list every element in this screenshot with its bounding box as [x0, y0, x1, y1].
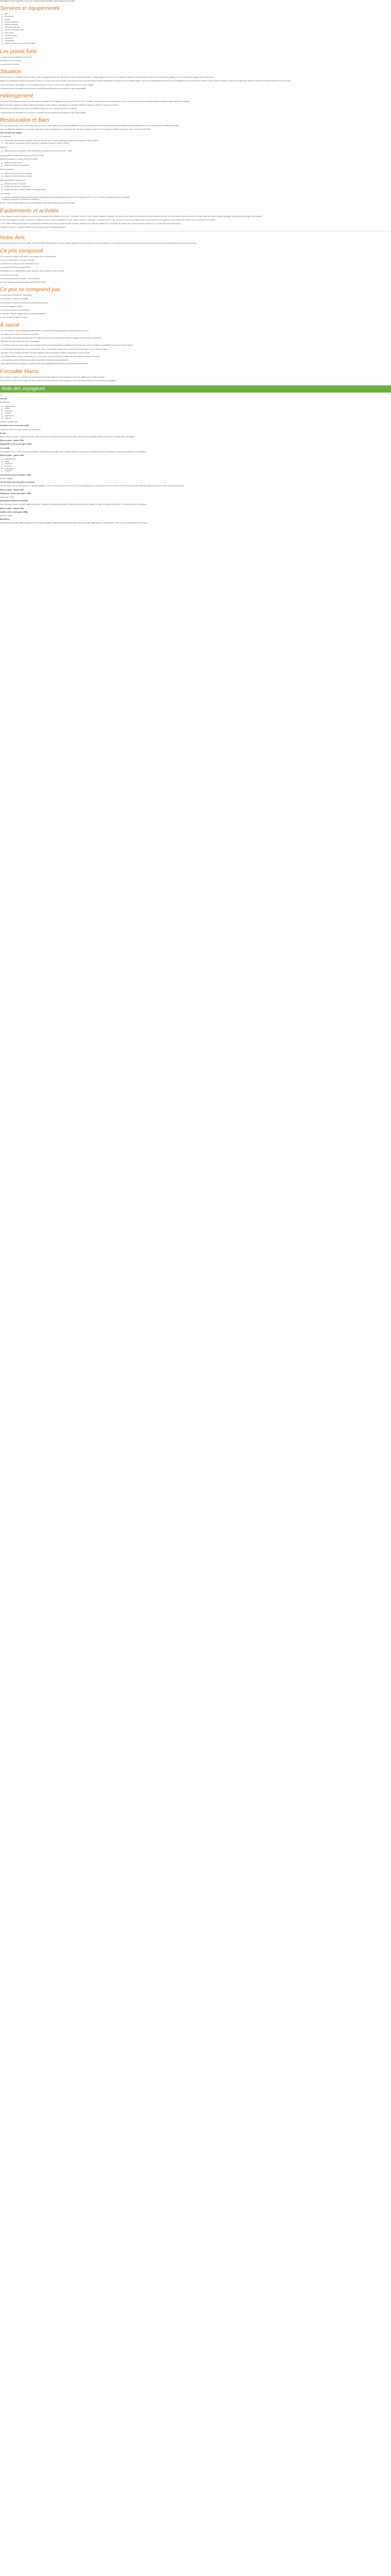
- situation-text: Dans le massif de la lointaine Estrie et l'océan, il est une plage immense, une côte blanche cachée derrière les dunes : la plage d'Agadir. Ici le doux pas et calme du sable fin et de la caresse du soleil. Ce pourrait être le paradis à 3 heures de vol plus grandes cités européennes.: [0, 76, 215, 79]
- equipment-text: L'hôtel dispose de vastes installations où vous seront proposés une multitude de services : une piscine extérieure avec chaises longues et parasols, une piscine pour enfants et une piscine intérieure chauffée en hiver, un centre de bien-être avec sauna, hammam, salle de fitness et espace massage. Accès gratuit à la plage et aux transats.: [0, 215, 263, 217]
- restaurant-note: À noter : Tenue correcte exigée pour le dîner (pantalon et line shirt à manches pour les hommes).: [0, 202, 76, 205]
- included-line: Le vol spécial ou régulier aller/retour Francs/Agadir avec ou sans escale: [0, 255, 56, 258]
- review-date: Date du séjour : janvier 2026: [0, 439, 24, 442]
- criteria-list-2: [0, 458, 391, 472]
- service-item: Terrain de sport: [5, 35, 391, 37]
- service-item: Sauna - Hammam - Spa: [5, 29, 391, 31]
- formalities-title: Formalité Maroc: [0, 368, 39, 375]
- important-text: - Seul l'établissement est tenu responsable du contrat conclu ainsi que de toute la validité des informations et contrats de service.: [0, 355, 101, 358]
- not-included-line: Les repas et boissons non mentionnés: [0, 309, 30, 311]
- highlight-line: Sa situation en front de mer: [0, 59, 22, 62]
- review-item: [0, 511, 391, 524]
- situation-text: L'établissement est accessible aux personnes à mobilité réduite (chambres sur demande et selon disponibilité).: [0, 87, 86, 90]
- service-item: Piscine extérieure: [5, 21, 391, 24]
- criterion-item: Propreté: [5, 470, 391, 472]
- criterion-item: Chambres: [5, 410, 391, 413]
- included-line: L'accueil et l'assistance à l'aéroport d'arrivée: [0, 259, 35, 261]
- review-headline: Merveilleux: [0, 518, 10, 521]
- equipment-text: Pendant vos vacances à Agadir, vous pourrez pratiquer du sport comme le paintball, le beach-volley, le tennis ou l'aquagym, ou bien découvrir le spa, les soins, le squash ou l'espace kids. Des événements sont organisés tout au long de la semaine pour les adultes et les enfants.: [0, 218, 216, 221]
- review-user: ma406 a écrit un avis (janv. 2026): [0, 511, 28, 513]
- review-item: [0, 443, 391, 456]
- specialties-title: Soirées spéciales :: [0, 168, 15, 171]
- snack-text: Snacks (pâtes au restaurant El Mara de 10h30 à 17h30).: [0, 154, 44, 157]
- lodging-title: Hébergement: [0, 93, 33, 99]
- equipment-title: Équipements et activités: [0, 207, 59, 214]
- important-text: - Les horaires des vols, la surcharge, et la compagnie aérienne (le responsable de l'établissement se réserve le droit de modifier le programme) sont donnés à titre indicatif.: [0, 344, 133, 347]
- review-body: Hôtel idéalement situé. Excellent rapport qualité prix. Chambres et restaurant agréables. Belle piscine et personnel attentif. Un régal de calme et de détente. Très bonne formule tout compris.: [0, 503, 147, 506]
- service-item: Restaurant: [5, 15, 391, 18]
- review-date: Date du séjour : janvier 2026: [0, 488, 24, 491]
- dinner-item: Buffets d'entrées et de desserts: [5, 164, 391, 167]
- review-item: [0, 425, 391, 442]
- service-item: Piscine: [5, 19, 391, 21]
- service-item: Centre de bien-être: [5, 26, 391, 29]
- service-item: Climatisation: [5, 40, 391, 42]
- important-text: - Pour les enfants : hôtel principalement par chambre : ils doivent être accompagnés d'un adulte de plus de 18 ans.: [0, 329, 89, 332]
- criterion-item: Qualité/prix: [5, 415, 391, 417]
- lodging-text: L'établissement est accessible aux personnes à mobilité réduite (chambres sur demande et selon disponibilité).: [0, 111, 86, 114]
- criterion-item: Qualité/prix: [5, 468, 391, 470]
- included-line: Les transferts aller/retour aéroport/hôtel: [0, 266, 31, 269]
- not-included-line: Les excursions à réserver auprès de nos représentants locaux: [0, 301, 48, 304]
- equipment-text: Le Riu Palace Tikida Agadir propose un programme d'animation complet en journée comme en soirée, spectacles de danse et musique live, à l'exception du Sabbat soir. Un mini club pour enfants de 4 à 12 ans est ouvert tous les jours.: [0, 222, 182, 225]
- criterion-item: Services: [5, 465, 391, 468]
- highlights-title: Les points forts: [0, 48, 37, 55]
- dinner-title: Dîner au restaurant Le Sanlar de 19h00 à 22h00.: [0, 158, 38, 160]
- service-item: Piscine intérieure: [5, 24, 391, 26]
- review-location: Auxerre, France: [0, 515, 13, 517]
- breadcrumb-text: Description Ce prix comprend / Ce prix ne comprend pas Formalités Loge Voyageurs Avis Client: [0, 0, 75, 2]
- breakfast-item: Buffet varié avec aliments complets, fruits, jus de fruits "Live" et show cooking au restaurant Le Sanlar de 07h00 à 10h30.: [5, 140, 391, 142]
- review-headline: Très bel hotel mais des points à améliorer: [0, 481, 35, 484]
- dinner-item: Buffets et plats variés: [5, 162, 391, 164]
- criterion-item: Literie: [5, 408, 391, 410]
- reviews-header: Note des voyageurs: [0, 385, 391, 393]
- breakfast-item: Petit déjeuner continental (formule snack au restaurant El Mara de 10h30 à 12h00).: [5, 142, 391, 145]
- not-included-title: Ce prix ne comprend pas: [0, 286, 61, 293]
- situation-text: L'Hôtel Riu Palace Tikida Agadir 5* est un véritable refuge de choix en bord de mer, idéalement placé sur la baie d'Agadir.: [0, 83, 94, 86]
- criterion-item: Literie: [5, 461, 391, 463]
- breakfast-title: Petit déjeuner :: [0, 135, 12, 138]
- situation-text: Agadir est la principale destination balnéaire du Maroc, où vous pourrez vous adonner à vos loisirs et vous ressourcer dans le charme légendaire de la culture et de la tradition arabe. Vous serez la quintessence du bien-être en escapade et de la vie entre deux mondes. Votre complexe bénéficie, à pied, du quartier de la médina, la colline de l'ancienne kasbah, le port retrouvé.: [0, 80, 291, 82]
- not-included-line: La taxe de séjour à régler sur place: [0, 316, 28, 319]
- criteria-list: [0, 405, 391, 420]
- included-line: La formule tout compris: [0, 274, 19, 276]
- highlight-line: La qualité de ses installations et services: [0, 56, 32, 58]
- review-body: Un superbe séjour dans cette magnifique hôtel et toujours complet. Emplacement parfait avec accès direct à la plage. Belle piscine, excellent buffet, merci à tout le personnel pour son accueil.: [0, 522, 148, 524]
- included-line: Les taxes d'aéroport et de sécurité : 85 € (Variable): [0, 277, 40, 280]
- included-line: L'hébergement en chambre base double standard, selon la durée de séjour choisie: [0, 270, 64, 273]
- lodging-text: Moyennant un supplément, vous avez la possibilité d'opter pour une chambre standard vue piscine.: [0, 108, 77, 110]
- formalities-text: Pour un séjour au Maroc, il convient aux ressortissants français de disposer d'un passeport en cours de validité pour la durée du séjour.: [0, 376, 105, 378]
- important-text: - Si une formalité administrative vous est demandée, celle-ci ne peut être ajoutée par nos services et ne fait l'objet d'aucun remboursement.: [0, 348, 108, 350]
- specialties-list: [0, 173, 391, 178]
- important-text: - Les chambres sont supplémentaires dans les chambres (ce prix ne comprend pas l'impact écologique des émissions à convertir).: [0, 337, 102, 340]
- services-title: Services et équipements: [0, 5, 59, 12]
- important-text: - Attention, les vols charter sont non-rembousables.: [0, 341, 40, 343]
- criterion-item: Emplacement: [5, 458, 391, 461]
- service-item: Ascenseur: [5, 37, 391, 40]
- important-text: - Accès gratuit au sein de l'hôtel lors du séjour à la charge du client et non remboursable.: [0, 359, 69, 362]
- equipment-text: Clientèle concernée : certaines activités peuvent entraîner des frais supplémentaires.: [0, 226, 66, 229]
- review-location: Seville, Espagne: [0, 478, 13, 480]
- review-body: Super endroit très beau. Chambre très belle, moderne spacieuse. Restauration très bonne et variée, personnel très agréable, accueil chaleureux. Un régal. Cadre merveilleux.: [0, 436, 135, 438]
- lunch-item: Buffet avec show cooking et choix de desserts au restaurant El Mara de 12h30 - 15h30.: [5, 150, 391, 152]
- review-headline: Je conseille: [0, 447, 10, 449]
- lunch-title: Déjeuner :: [0, 146, 8, 149]
- not-included-line: Le port des bagages à l'hôtel: [0, 305, 23, 308]
- rating-score: 4.4: [0, 394, 3, 397]
- important-text: - Sauf indication dans le descriptif, le logement n'est pas nécessairement adapté aux personnes à mobilité réduite.: [0, 363, 89, 365]
- breakfast-list: [0, 140, 391, 145]
- opinion-title: Notre Avis: [0, 234, 25, 241]
- not-included-line: Les dépenses de nature personnelle: [0, 298, 28, 300]
- situation-title: Situation: [0, 69, 21, 75]
- important-text: - Le check-in est à 14h00 et le check-out à 12h00.: [0, 333, 39, 335]
- included-title: Ce prix comprend: [0, 247, 43, 254]
- other-dining-item: Restaurant Saona "Krystal": [5, 183, 391, 185]
- services-list: [0, 13, 391, 45]
- review-headline: Une superbe adresse à conseiller: [0, 500, 28, 502]
- review-item: [0, 493, 391, 510]
- other-dining-item: Restaurant Italien "Il Mare" (Buffet, tenu élégamment): [5, 189, 391, 191]
- rating-count: Sur 349 Avis: [0, 401, 10, 404]
- review-location: Chaumont, France: [0, 496, 15, 499]
- service-item: Club enfant: [5, 32, 391, 35]
- service-item: Accès aux personnes à mobilité réduite: [5, 42, 391, 45]
- drinks-text: - Les boissons nationales et internationales (avec ou sans alcool) consommées dans les bars et les restaurants 24h/24 : jus, vins, bière, boissons gazeuses et cocktails. - Le soupper concernant du minibar des chambres.: [0, 196, 131, 201]
- specialty-item: Dîners de Noël et Nouvel An festifs: [5, 175, 391, 178]
- review-body: Je conseille l'hôtel. Le hall d'accueil est splendide, la restauration de qualité et les chambres propres. La piscine a une dimension idéale. Seul bémol : les repas sont parfois un peu répétitifs.: [0, 450, 146, 453]
- review-user: 30flymame a écrit un avis (janv. 2026): [0, 492, 31, 495]
- review-user: Hugo41259 a écrit un avis (janv. 2026): [0, 443, 31, 446]
- see-reviews-link[interactable]: Voir les 3 derniers avis: [0, 421, 18, 423]
- criterion-item: Chambres: [5, 463, 391, 465]
- review-date: Date du séjour : janvier 2026: [0, 454, 24, 457]
- other-dining-list: [0, 183, 391, 191]
- review-user: seroa062 a écrit un avis (juin 2026): [0, 425, 29, 427]
- review-location: Croisez sur Ibiza, Provence Europe et 2 votre séjour.: [0, 428, 41, 431]
- opinion-text: Proposant des infrastructures de qualité, l'Hôtel Riu Palace Tikida Agadir 5* est une adresse appréciée de la destination. Sa cuisine généreuse, ses chambres propres et bien tenues ainsi que la formule tout compris vous garantissent un séjour sans souci.: [0, 242, 197, 245]
- dinner-list: [0, 162, 391, 167]
- formalities-text: Vous pouvez consulter les formalités de santé et de police nécessaires pour votre voyage sur le site www.diplomatie.gouv.fr/fr/conseils-aux-voyageurs/: [0, 379, 117, 382]
- restaurant-text: Pour des vacances sans souci, votre séjour inclus la formule tout compris qui comprend les différents repas de la journée sous forme de buffet ainsi que les boissons locales alcoolisées ou non, et les snacks (voir détails ci-dessous).: [0, 124, 180, 127]
- important-text: - Attention, lors de certaines périodes, les fêtes religieuses peuvent entraîner certaines restrictions au sein de l'hôtel.: [0, 351, 90, 354]
- restaurant-title: Restauration et Bars: [0, 116, 50, 123]
- criterion-item: Services: [5, 412, 391, 415]
- specialty-item: Buffet à thème (3 fois par semaine): [5, 173, 391, 175]
- lodging-text: Elles sont toutes équipées de salle de bain avec baignoire, sèche-cheveux, climatisation, TV satellite, téléphone, minibar, coffre-fort, et balcon ou terrasse.: [0, 104, 120, 107]
- highlight-line: Le confort des chambres: [0, 63, 20, 66]
- review-headline: Au top: [0, 432, 6, 434]
- included-line: L'assistance sur place par notre représentant local: [0, 262, 39, 265]
- review-date: Date du séjour : janvier 2026: [0, 507, 24, 510]
- rating-label: Très bon: [0, 398, 8, 400]
- included-line: Les taxes aéroport qui peuvent varier entre 300 € et 2000 €: [0, 281, 46, 283]
- breadcrumb: [0, 0, 391, 2]
- not-included-line: Les assurances personnelles facultatives: [0, 294, 32, 297]
- service-item: Wifi: [5, 13, 391, 15]
- not-included-line: Le montant : Frais de bagage selon la compagnie aérienne: [0, 313, 46, 315]
- formula-label: Votre formule tout compris :: [0, 132, 24, 134]
- other-dining-item: Restaurant marocain "Marrakech": [5, 185, 391, 188]
- review-body: Très bel hotel avec une belle piscine, un spa très agréable. J'ai eu le droit à une chambre face à la mer ce qui était super. Le personnel est très accueillant. Petit bémol sur la restauration qui manque un peu de variété pour les repas du soir.: [0, 485, 185, 487]
- reviews-section: [0, 394, 391, 524]
- criterion-item: Emplacement: [5, 405, 391, 408]
- lunch-list: [0, 150, 391, 152]
- drinks-title: Les boissons: [0, 192, 10, 195]
- important-title: À savoir: [0, 321, 20, 328]
- review-user: robertbear a écrit un avis (janv. 2026): [0, 473, 31, 476]
- criterion-item: Propreté: [5, 417, 391, 420]
- lodging-text: Le Palace Tikida Agadir se compose de 466 chambres réparties sur 4 étages au cœur d'un jardin de 10 000 m². Doubles, Junior suites et suites spacieuses, vous y trouverez une décoration élégante alliant modernité et style traditionnel marocain.: [0, 100, 190, 103]
- other-dining-title: Dîner alternatif (sur réservation) :: [0, 179, 26, 181]
- review-item: [0, 474, 391, 491]
- restaurant-text: Dans les différents restaurants, vous pouvez déguster la cuisine internationale ou marocaine, faire une pause détente au bar près de la piscine et profiter d'une soirée dans l'un des bars de l'hôtel.: [0, 128, 151, 131]
